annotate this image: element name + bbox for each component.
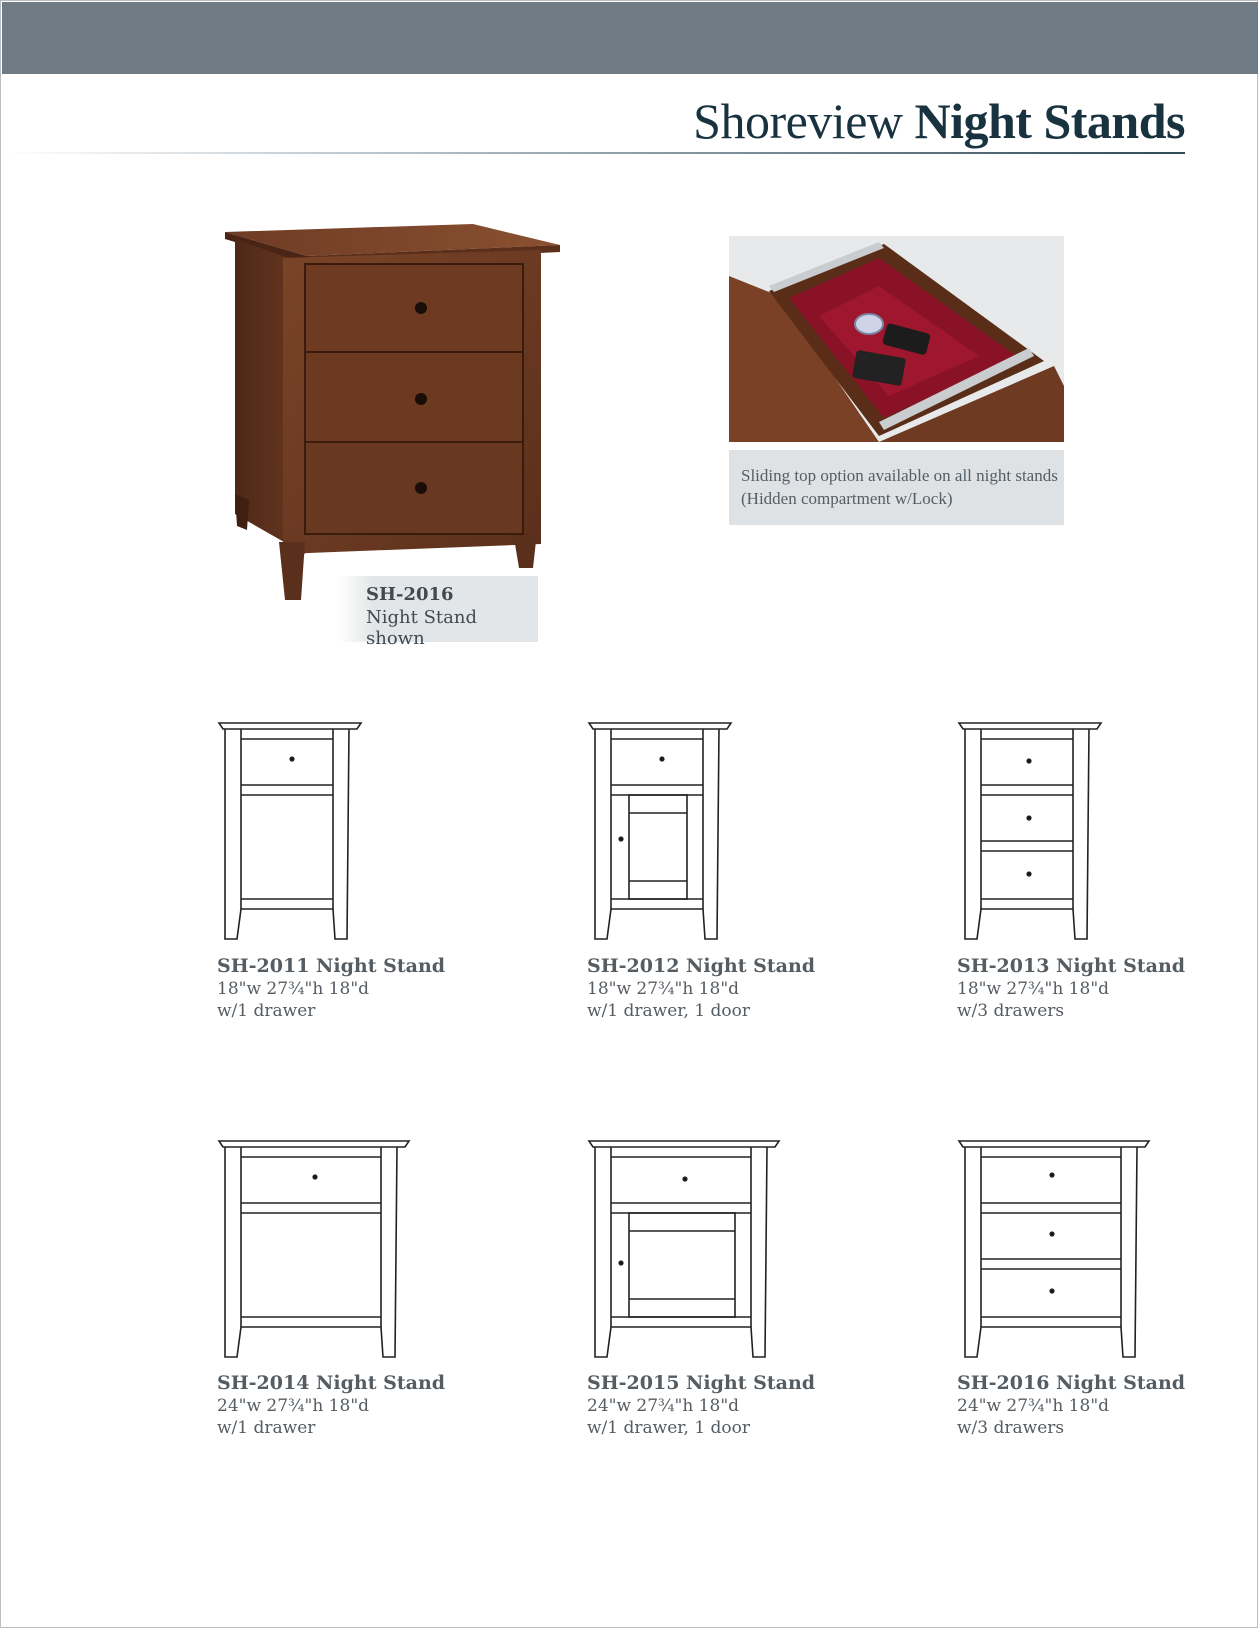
page-title bbox=[693, 92, 1185, 150]
line-drawing-three-drawers-icon bbox=[957, 719, 1107, 944]
line-drawing-three-drawers-icon bbox=[957, 1137, 1157, 1362]
product-card bbox=[957, 719, 1227, 1029]
product-configuration: w/1 drawer bbox=[217, 1418, 316, 1438]
product-dimensions: 24"w 27¾"h 18"d bbox=[957, 1396, 1110, 1416]
product-configuration: w/1 drawer bbox=[217, 1001, 316, 1021]
product-configuration: w/3 drawers bbox=[957, 1001, 1065, 1021]
line-drawing-drawer-door-icon bbox=[587, 1137, 787, 1362]
product-dimensions: 24"w 27¾"h 18"d bbox=[217, 1396, 370, 1416]
line-drawing-one-drawer-icon bbox=[217, 1137, 417, 1362]
product-name: SH-2012 Night Stand bbox=[587, 955, 816, 977]
product-card bbox=[957, 1137, 1227, 1447]
product-card bbox=[587, 719, 857, 1029]
product-configuration: w/1 drawer, 1 door bbox=[587, 1418, 751, 1438]
product-card bbox=[217, 719, 487, 1029]
product-configuration: w/1 drawer, 1 door bbox=[587, 1001, 751, 1021]
option-caption bbox=[729, 450, 1064, 525]
product-name: SH-2016 Night Stand bbox=[957, 1372, 1186, 1394]
product-name: SH-2013 Night Stand bbox=[957, 955, 1186, 977]
line-drawing-one-drawer-icon bbox=[217, 719, 367, 944]
product-name: SH-2015 Night Stand bbox=[587, 1372, 816, 1394]
product-dimensions: 18"w 27¾"h 18"d bbox=[957, 979, 1110, 999]
line-drawing-drawer-door-icon bbox=[587, 719, 737, 944]
option-line-2: (Hidden compartment w/Lock) bbox=[741, 489, 953, 508]
product-dimensions: 18"w 27¾"h 18"d bbox=[217, 979, 370, 999]
title-category: Night Stands bbox=[914, 93, 1185, 149]
title-series: Shoreview bbox=[693, 93, 903, 149]
product-dimensions: 24"w 27¾"h 18"d bbox=[587, 1396, 740, 1416]
option-line-1: Sliding top option available on all night stands bbox=[741, 466, 1058, 485]
product-card bbox=[217, 1137, 487, 1447]
featured-description: Night Stand shown bbox=[366, 607, 477, 649]
product-dimensions: 18"w 27¾"h 18"d bbox=[587, 979, 740, 999]
title-rule bbox=[2, 152, 1185, 154]
nightstand-photo bbox=[225, 224, 585, 624]
product-name: SH-2011 Night Stand bbox=[217, 955, 446, 977]
featured-caption bbox=[338, 576, 538, 649]
product-card bbox=[587, 1137, 857, 1447]
header-band bbox=[2, 2, 1258, 74]
product-name: SH-2014 Night Stand bbox=[217, 1372, 446, 1394]
featured-code: SH-2016 bbox=[366, 584, 454, 605]
hidden-drawer-photo bbox=[729, 236, 1064, 442]
product-configuration: w/3 drawers bbox=[957, 1418, 1065, 1438]
